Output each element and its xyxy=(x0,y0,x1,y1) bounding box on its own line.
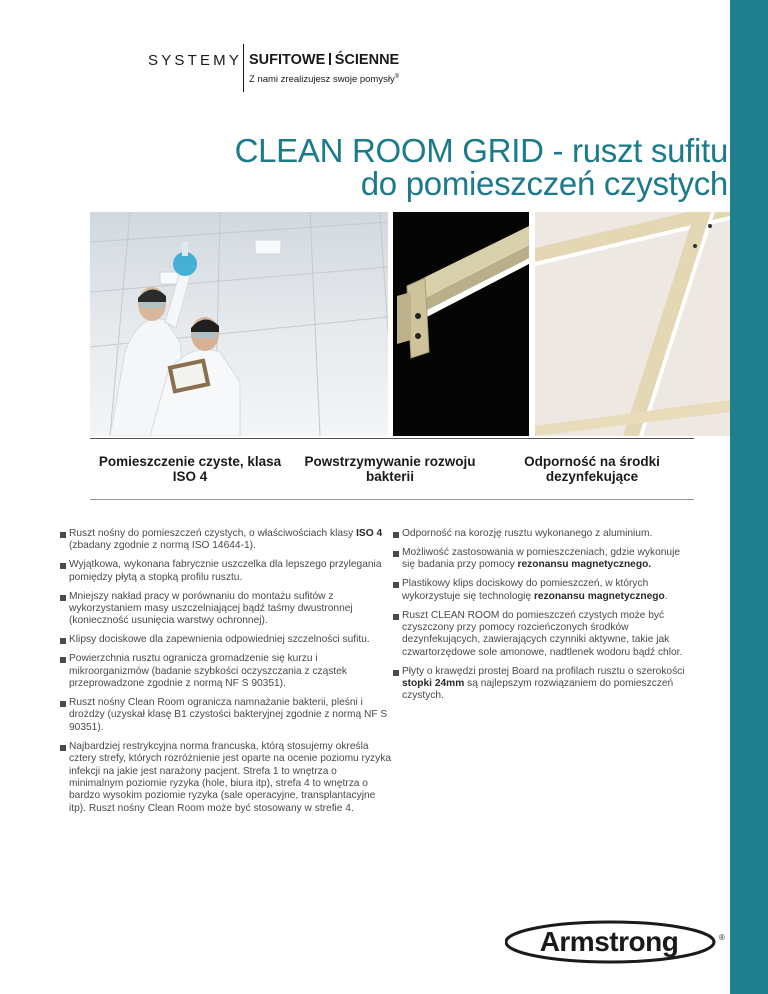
photo-scientists xyxy=(90,212,388,436)
list-item: Najbardziej restrykcyjna norma francuska, którą stosujemy określa cztery strefy, których rozróżnienie jest oparte na ocenie poziomu ryzyka infekcji na jakie jest narażony pacjent. Strefa 1 to wnętrza o minimalnym poziomie ryzyka (hole, biura itp), strefa 4 to wnętrza o bardzo wysokim poziomie ryzyka (sale operacyjne, transplantacyjne itp). Ruszt nośny Clean Room może być stosowany w strefie 4. xyxy=(60,741,392,815)
list-item: Mniejszy nakład pracy w porównaniu do montażu sufitów z wykorzystaniem masy uszczelniającej bądź taśmy dwustronnej (konieczność usunięcia warstwy ochronnej). xyxy=(60,591,392,628)
photo-grid-profile xyxy=(393,212,529,436)
teal-side-bar xyxy=(730,0,768,994)
logo-registered-mark: ® xyxy=(719,933,725,942)
armstrong-logo xyxy=(505,920,725,964)
list-item: Klipsy dociskowe dla zapewnienia odpowiedniej szczelności sufitu. xyxy=(60,634,392,646)
page-title xyxy=(128,134,728,200)
list-item: Ruszt nośny do pomieszczeń czystych, o właściwościach klasy ISO 4 (zbadany zgodnie z normą ISO 14644-1). xyxy=(60,528,392,553)
brand-product-line xyxy=(249,52,399,68)
brand-scienne: ŚCIENNE xyxy=(334,52,400,68)
list-item: Odporność na korozję rusztu wykonanego z aluminium. xyxy=(393,528,693,540)
brand-separator xyxy=(329,53,331,65)
brand-sufitowe: SUFITOWE xyxy=(249,52,326,68)
list-item: Ruszt nośny Clean Room ogranicza namnażanie bakterii, pleśni i drożdży (uzyskał klasę B1 czystości bakteryjnej zgodnie z normą NF S 90351). xyxy=(60,697,392,734)
brand-divider xyxy=(243,44,244,92)
brand-tagline-text: Z nami zrealizujesz swoje pomysły xyxy=(249,74,395,86)
feature-iso4: Pomieszczenie czyste, klasa ISO 4 xyxy=(98,454,282,484)
list-item: Ruszt CLEAN ROOM do pomieszczeń czystych może być czyszczony przy pomocy rozcieńczonych środków dezynfekujących, zawierających czynniki aktywne, takie jak czwartorzędowe sole amonowe, nadtlenek wodoru bądź chlor. xyxy=(393,610,693,660)
feature-antibacterial: Powstrzymywanie rozwoju bakterii xyxy=(304,454,476,484)
logo-text: Armstrong xyxy=(539,926,679,957)
feature-disinfectant-resistance: Odporność na środki dezynfekujące xyxy=(524,454,660,484)
list-item: Plastikowy klips dociskowy do pomieszczeń, w których wykorzystuje się technologię rezonansu magnetycznego. xyxy=(393,578,693,603)
left-column xyxy=(60,528,392,822)
photo-ceiling-grid xyxy=(535,212,730,436)
list-item: Możliwość zastosowania w pomieszczeniach, gdzie wykonuje się badania przy pomocy rezonansu magnetycznego. xyxy=(393,547,693,572)
registered-mark: ® xyxy=(394,74,400,80)
feature-bar xyxy=(90,438,694,500)
list-item: Płyty o krawędzi prostej Board na profilach rusztu o szerokości stopki 24mm są najlepszym rozwiązaniem do pomieszczeń czystych. xyxy=(393,666,693,703)
title-line-1: CLEAN ROOM GRID - ruszt sufitu xyxy=(234,132,728,169)
list-item: Powierzchnia rusztu ogranicza gromadzenie się kurzu i mikroorganizmów (badanie szybkości oczyszczania z cząstek przeprowadzone zgodnie z normą NF S 90351). xyxy=(60,653,392,690)
list-item: Wyjątkowa, wykonana fabrycznie uszczelka dla lepszego przylegania pomiędzy płytą a stopką profilu rusztu. xyxy=(60,559,392,584)
brand-tagline xyxy=(249,74,399,85)
brand-header xyxy=(148,44,428,94)
brand-systemy: SYSTEMY xyxy=(148,52,243,69)
title-line-2: do pomieszczeń czystych xyxy=(360,165,728,202)
right-column xyxy=(393,528,693,709)
